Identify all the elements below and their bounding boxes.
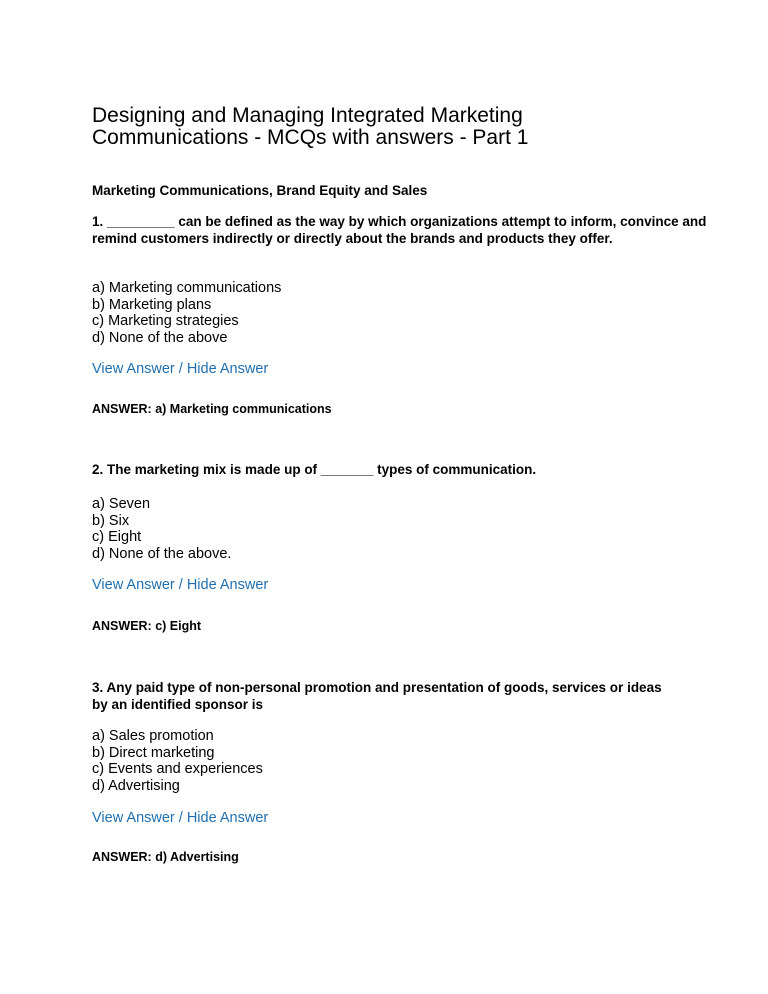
option-a: a) Seven	[92, 496, 151, 512]
option-b: b) Direct marketing	[92, 744, 215, 761]
question-3-answer: ANSWER: d) Advertising	[92, 850, 239, 864]
question-3-text: 3. Any paid type of non-personal promotion and presentation of goods, services or ideas by an identified sponsor is	[92, 680, 662, 712]
page-title: Designing and Managing Integrated Marketing Communications - MCQs with answers - Part 1	[92, 104, 529, 149]
option-a: a) Sales promotion	[92, 728, 214, 744]
question-2-options	[92, 496, 728, 562]
question-2-toggle-answer-link[interactable]: View Answer / Hide Answer	[92, 577, 269, 593]
option-d: d) None of the above	[92, 329, 228, 346]
section-heading: Marketing Communications, Brand Equity and Sales	[92, 183, 428, 198]
option-a: a) Marketing communications	[92, 280, 282, 296]
option-d: d) Advertising	[92, 777, 180, 794]
question-2-text: 2. The marketing mix is made up of _______ types of communication.	[92, 462, 537, 477]
question-2-answer: ANSWER: c) Eight	[92, 619, 202, 633]
question-3-toggle-answer-link[interactable]: View Answer / Hide Answer	[92, 810, 269, 826]
option-b: b) Six	[92, 512, 130, 529]
question-3-options	[92, 728, 728, 794]
question-1-text: 1. _________ can be defined as the way by which organizations attempt to inform, convince and remind customers indirectly or directly about the brands and products they offer.	[92, 214, 707, 246]
question-1-toggle-answer-link[interactable]: View Answer / Hide Answer	[92, 361, 269, 377]
option-b: b) Marketing plans	[92, 296, 212, 313]
option-c: c) Eight	[92, 529, 142, 545]
question-1-options	[92, 280, 728, 346]
option-c: c) Marketing strategies	[92, 313, 239, 329]
question-1-answer: ANSWER: a) Marketing communications	[92, 402, 332, 416]
option-d: d) None of the above.	[92, 545, 232, 562]
option-c: c) Events and experiences	[92, 761, 263, 777]
